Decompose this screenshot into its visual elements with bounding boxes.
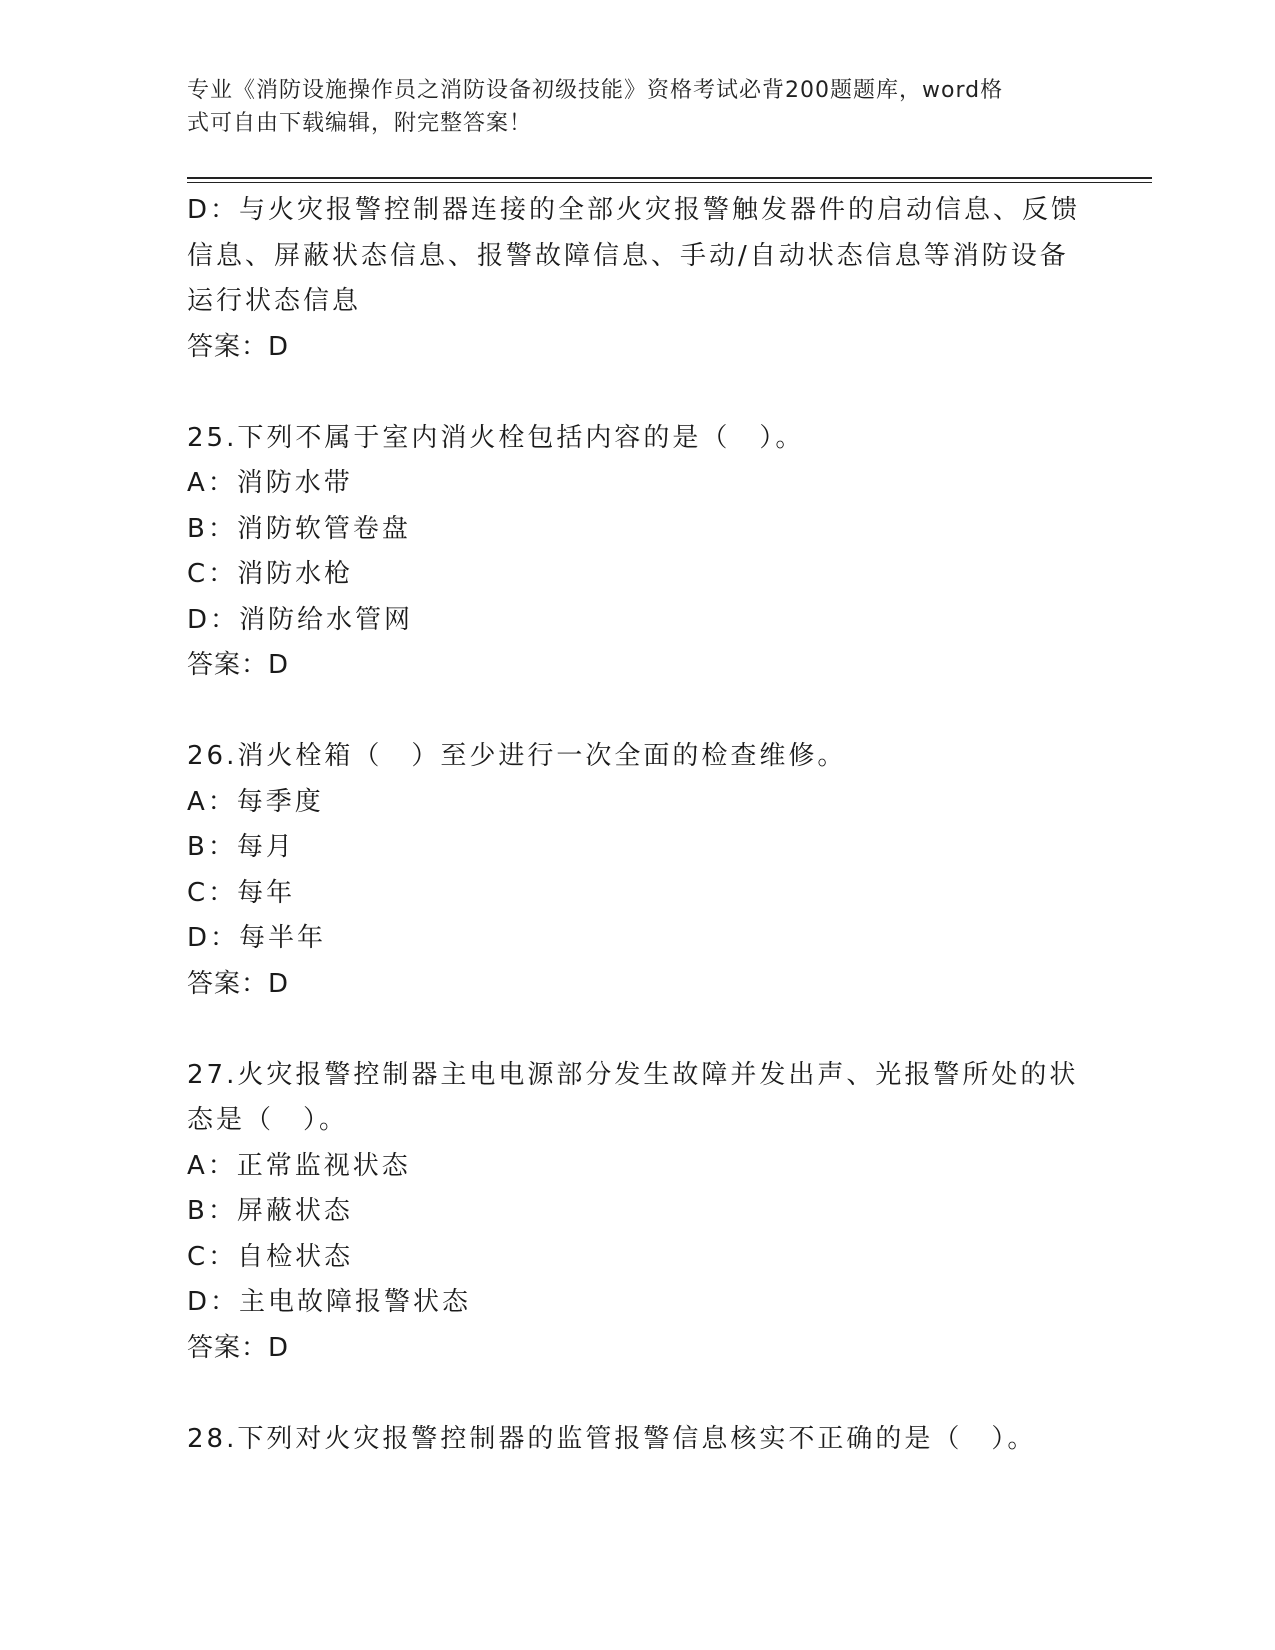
option-d: D：每半年 xyxy=(187,923,327,953)
question-content xyxy=(187,188,1081,1462)
answer-line: 答案：D xyxy=(187,331,290,362)
answer-line: 答案：D xyxy=(187,650,290,680)
spacer xyxy=(187,1007,1077,1053)
document-header xyxy=(187,74,1067,140)
header-divider-thin xyxy=(187,182,1152,183)
question-stem: 态是（ ）。 xyxy=(187,1105,349,1135)
question-28 xyxy=(187,1417,1077,1463)
option-c: C：消防水枪 xyxy=(187,559,354,589)
question-24-continuation xyxy=(187,188,1081,370)
spacer xyxy=(187,1371,1077,1417)
question-stem: 28.下列对火灾报警控制器的监管报警信息核实不正确的是（ ）。 xyxy=(187,1423,1037,1454)
option-d: D：主电故障报警状态 xyxy=(187,1287,472,1317)
header-line-2: 式可自由下载编辑，附完整答案！ xyxy=(187,111,533,136)
option-c: C：自检状态 xyxy=(187,1241,354,1272)
option-b: B：屏蔽状态 xyxy=(187,1196,353,1226)
spacer xyxy=(187,370,1077,416)
option-b: B：每月 xyxy=(187,832,295,862)
option-d: D：消防给水管网 xyxy=(187,604,414,635)
option-c: C：每年 xyxy=(187,877,296,908)
option-d-line: D：与火灾报警控制器连接的全部火灾报警触发器件的启动信息、反馈 xyxy=(187,195,1081,225)
question-stem: 27.火灾报警控制器主电电源部分发生故障并发出声、光报警所处的状 xyxy=(187,1059,1079,1090)
spacer xyxy=(187,689,1077,735)
answer-line: 答案：D xyxy=(187,1332,290,1363)
header-line-1: 专业《消防设施操作员之消防设备初级技能》资格考试必背200题题库，word格 xyxy=(187,78,1004,103)
question-stem: 25.下列不属于室内消火栓包括内容的是（ ）。 xyxy=(187,422,805,453)
question-25 xyxy=(187,416,1077,689)
question-26 xyxy=(187,734,1077,1007)
option-b: B：消防软管卷盘 xyxy=(187,513,411,544)
option-a: A：每季度 xyxy=(187,786,324,817)
question-27 xyxy=(187,1053,1077,1372)
header-divider-thick xyxy=(187,177,1152,179)
option-d-line: 运行状态信息 xyxy=(187,286,362,316)
answer-line: 答案：D xyxy=(187,968,290,999)
option-d-line: 信息、屏蔽状态信息、报警故障信息、手动/自动状态信息等消防设备 xyxy=(187,240,1069,271)
option-a: A：消防水带 xyxy=(187,468,353,498)
option-a: A：正常监视状态 xyxy=(187,1150,411,1181)
question-stem: 26.消火栓箱（ ）至少进行一次全面的检查维修。 xyxy=(187,741,847,771)
